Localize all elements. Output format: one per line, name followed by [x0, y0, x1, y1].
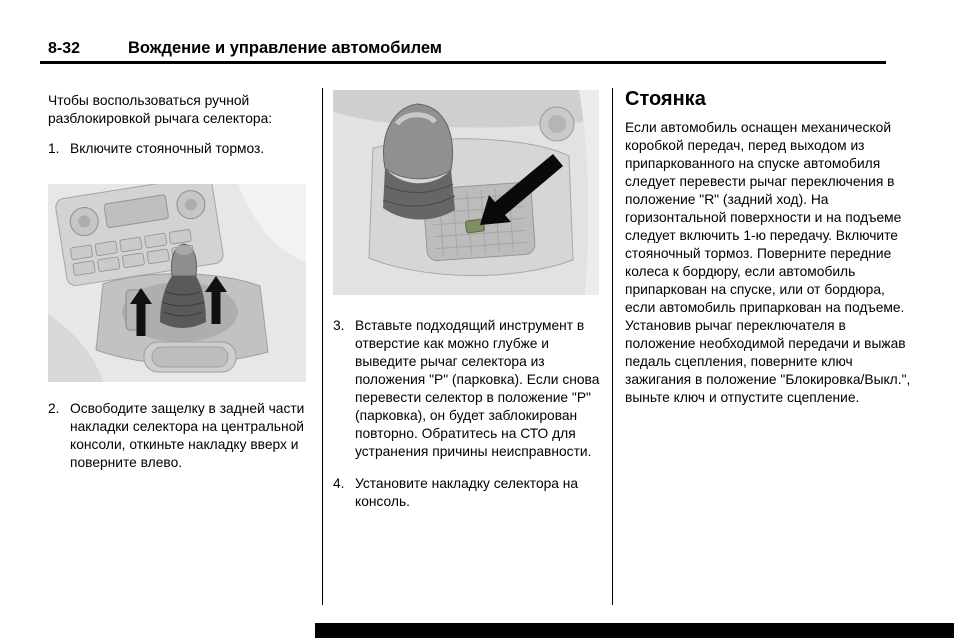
- figure-console-overview: [48, 184, 306, 382]
- gear-knob: [383, 104, 455, 220]
- step-text: Установите накладку селектора на консоль.: [355, 476, 579, 509]
- step-number: 2.: [48, 401, 60, 416]
- page-number: 8-32: [48, 40, 81, 57]
- section-heading: Стоянка: [625, 88, 706, 110]
- selector-closeup-illustration: [333, 90, 599, 295]
- step-text: Вставьте подходящий инструмент в отверстие как можно глубже и выведите рычаг селектора из положения "P" (парковка). Если снова перевести селектор в положение "P" (парковка), он будет заблокирован повторно. Обратитесь на СТО для устранения причины неисправности.: [355, 318, 600, 459]
- section-body: Если автомобиль оснащен механической коробкой передач, перед выходом из припаркованного на спуске автомобиля следует перевести рычаг переключения в положение "R" (задний ход). На горизонтальной поверхности и на подъеме следует включить 1-ю передачу. Включите стояночный тормоз. Поверните передние колеса к бордюру, если автомобиль припаркован на спуске, или от бордюра, если автомобиль припаркован на подъеме. Установив рычаг переключателя в положение необходимой передачи и выжав педаль сцепления, поверните ключ зажигания в положение "Блокировка/Выкл.", выньте ключ и отпустите сцепление.: [625, 120, 911, 405]
- step-number: 4.: [333, 476, 345, 491]
- intro-text: Чтобы воспользоваться ручной разблокировкой рычага селектора:: [48, 93, 273, 126]
- header-rule: [40, 61, 886, 64]
- column-right: [625, 90, 917, 407]
- step-item-4: [333, 475, 601, 511]
- step-item-3: [333, 317, 601, 461]
- step-item-1: [48, 140, 313, 158]
- bottom-scan-bar: [315, 623, 954, 638]
- column-divider-left: [322, 88, 323, 605]
- step-item-2: [48, 400, 313, 472]
- column-left: [48, 92, 313, 472]
- figure-selector-closeup: [333, 90, 599, 295]
- step-text: Освободите защелку в задней части накладки селектора на центральной консоли, откиньте накладку вверх и поверните влево.: [70, 401, 305, 470]
- step-number: 1.: [48, 141, 60, 156]
- column-middle: [333, 90, 601, 511]
- column-divider-right: [612, 88, 613, 605]
- step-number: 3.: [333, 318, 345, 333]
- console-illustration: [48, 184, 306, 382]
- step-text: Включите стояночный тормоз.: [70, 141, 265, 156]
- page-title: Вождение и управление автомобилем: [128, 39, 443, 57]
